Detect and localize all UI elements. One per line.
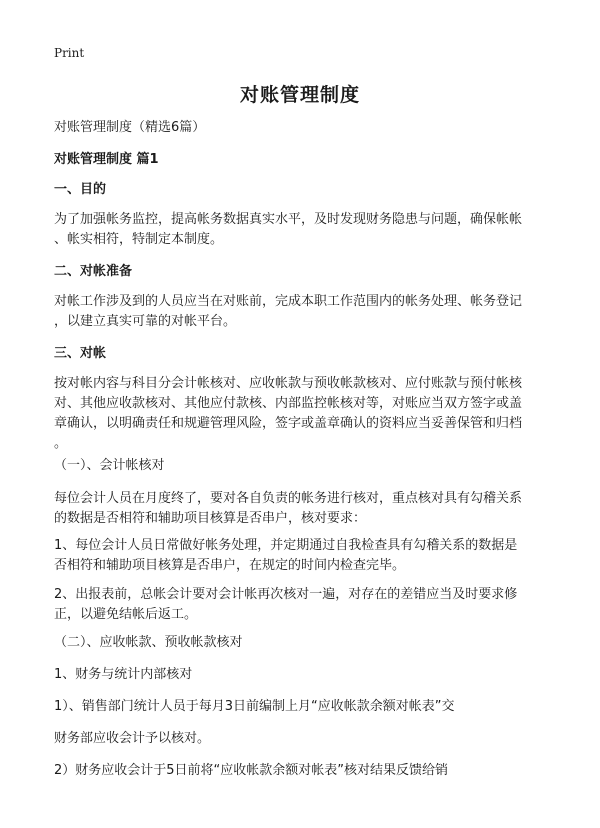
heading-purpose: 一、目的	[54, 182, 107, 197]
section-title: 对账管理制度 篇1	[54, 152, 159, 167]
paragraph-step-1: 1）、销售部门统计人员于每月3日前编制上月“应收帐款余额对帐表”交	[54, 699, 455, 714]
paragraph-purpose: 为了加强帐务监控，提高帐务数据真实水平，及时发现财务隐患与问题，确保帐帐 、帐实相符，特制定本制度。	[54, 212, 523, 247]
paragraph-step-1-cont: 财务部应收会计予以核对。	[54, 731, 211, 746]
heading-preparation: 二、对帐准备	[54, 264, 133, 279]
paragraph-internal-check: 1、财务与统计内部核对	[54, 667, 193, 682]
paragraph-rule-2: 2、出报表前，总帐会计要对会计帐再次核对一遍，对存在的差错应当及时要求修 正，以避免结帐后返工。	[54, 587, 518, 622]
paragraph-step-2: 2）财务应收会计于5日前将“应收帐款余额对帐表”核对结果反馈给销	[54, 763, 449, 778]
heading-reconciliation: 三、对帐	[54, 346, 107, 361]
print-link[interactable]: Print	[54, 46, 85, 60]
document-title: 对账管理制度	[239, 84, 360, 106]
paragraph-preparation: 对帐工作涉及到的人员应当在对账前，完成本职工作范围内的帐务处理、帐务登记 ，以建立真实可靠的对帐平台。	[54, 294, 523, 329]
subheading-receivables: （二）、应收帐款、预收帐款核对	[54, 635, 243, 650]
subheading-accounting: （一）、会计帐核对	[54, 458, 165, 473]
paragraph-rule-1: 1、每位会计人员日常做好帐务处理，并定期通过自我检查具有勾稽关系的数据是 否相符和辅助项目核算是否串户，在规定的时间内检查完毕。	[54, 538, 518, 573]
document-subtitle: 对账管理制度（精选6篇）	[54, 120, 206, 135]
paragraph-accounting-check: 每位会计人员在月度终了，要对各自负责的帐务进行核对，重点核对具有勾稽关系 的数据是否相符和辅助项目核算是否串户，核对要求：	[54, 491, 523, 526]
paragraph-reconciliation: 按对帐内容与科目分会计帐核对、应收帐款与预收帐款核对、应付账款与预付帐核 对、其他应收款核对、其他应付款核、内部监控帐核对等，对账应当双方签字或盖 章确认，以明确责任和规避管理风险，签字或盖章确认的资料应当妥善保管和归档 。	[54, 376, 523, 451]
